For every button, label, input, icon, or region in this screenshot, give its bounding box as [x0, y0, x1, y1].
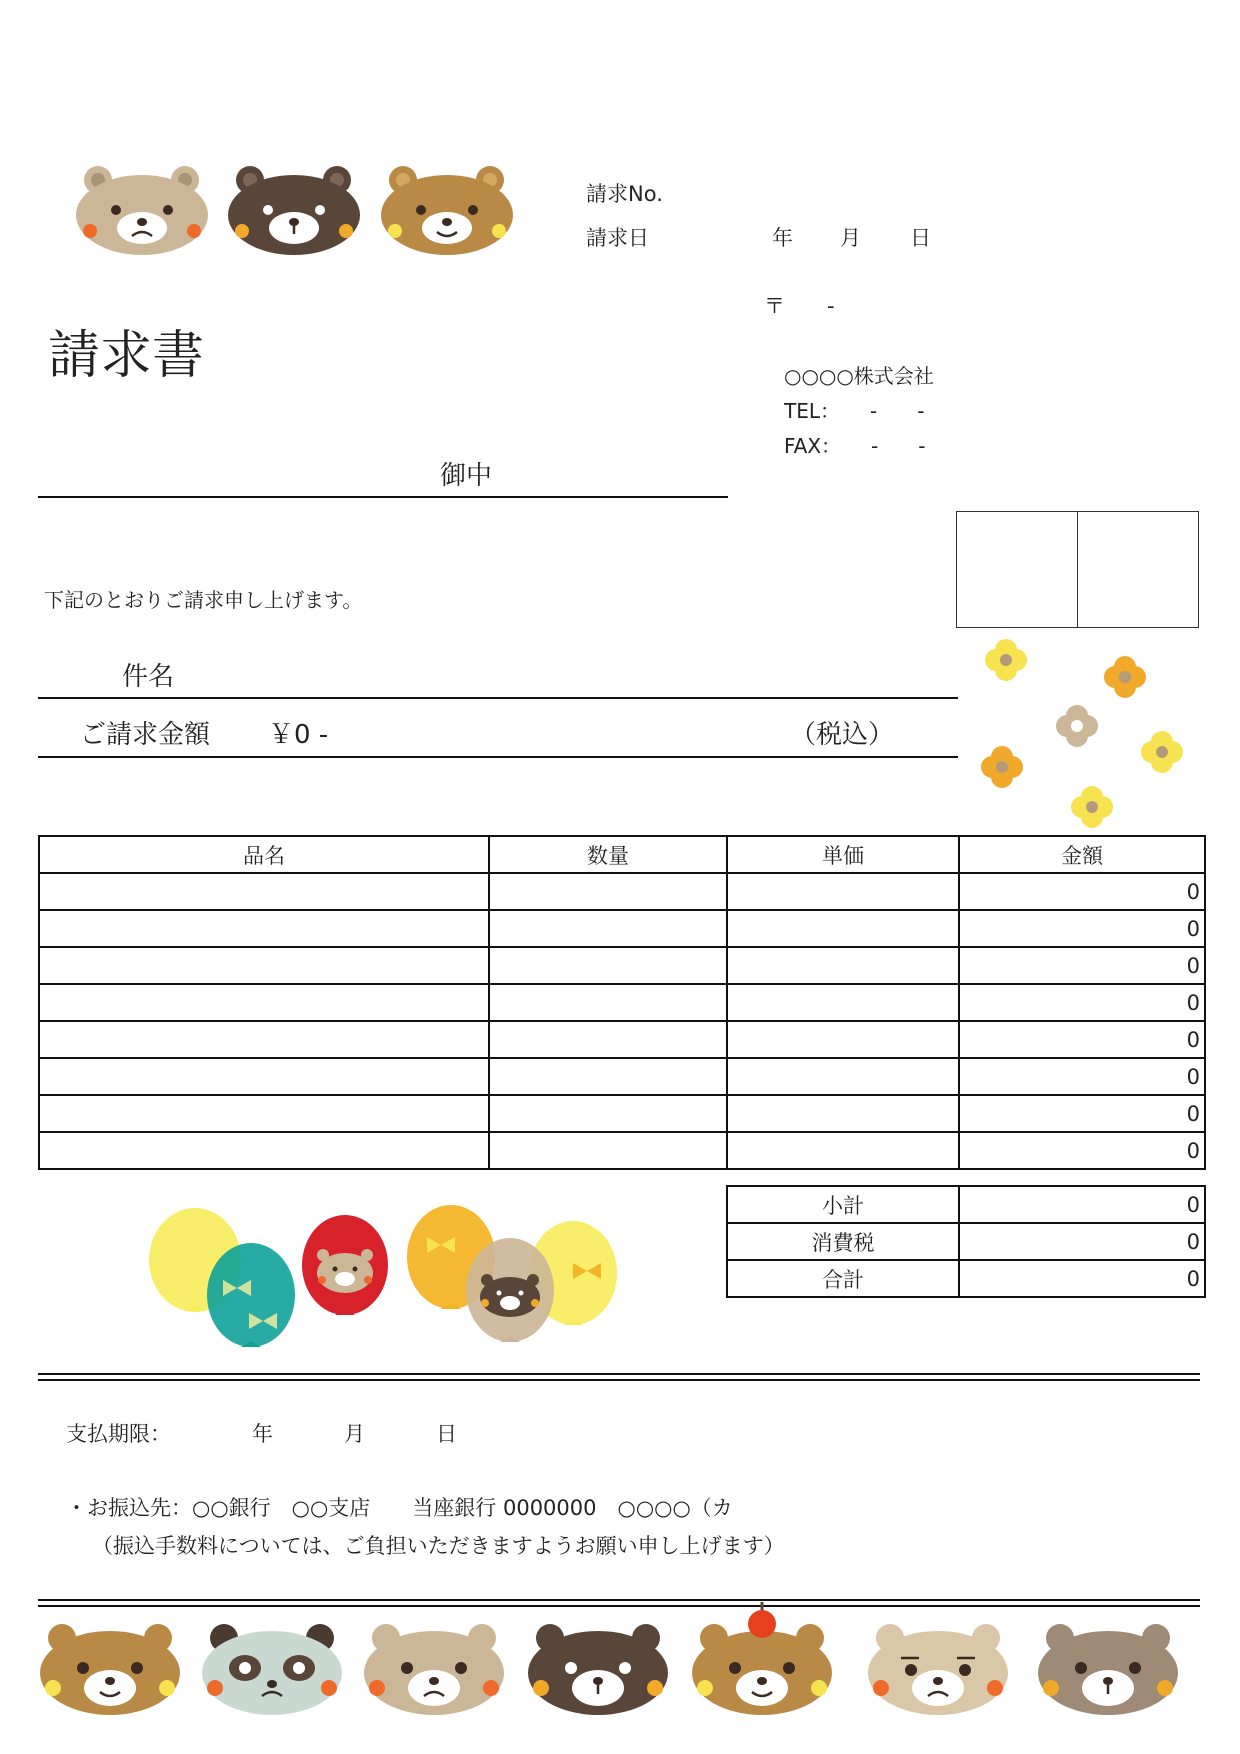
page-title: 請求書 — [48, 326, 205, 386]
cell-amount: 0 — [959, 947, 1205, 984]
cell-price[interactable] — [727, 984, 959, 1021]
balloon-icon — [466, 1238, 554, 1342]
flower-icon — [1141, 731, 1183, 773]
table-row — [39, 873, 1205, 910]
amount-label: ご請求金額 — [80, 720, 211, 750]
cell-price[interactable] — [727, 1021, 959, 1058]
cell-qty[interactable] — [489, 1021, 727, 1058]
balloon-icon — [207, 1243, 295, 1347]
subtotal-row — [727, 1186, 1205, 1223]
cell-amount: 0 — [959, 873, 1205, 910]
cell-item[interactable] — [39, 1058, 489, 1095]
bear-icon — [381, 166, 513, 255]
sender-tel: TEL： - - — [784, 399, 925, 423]
bear-icon — [868, 1624, 1008, 1715]
subject-underline — [38, 697, 958, 699]
tax-note: （税込） — [790, 720, 895, 750]
flower-icon — [985, 639, 1027, 681]
cell-item[interactable] — [39, 1132, 489, 1169]
payment-deadline-label: 支払期限： — [66, 1422, 171, 1446]
recipient-suffix: 御中 — [440, 461, 493, 491]
separator-line — [38, 1379, 1200, 1381]
table-row — [39, 1058, 1205, 1095]
total-row — [727, 1260, 1205, 1297]
total-value: 0 — [959, 1260, 1205, 1297]
recipient-underline — [38, 496, 728, 498]
cell-item[interactable] — [39, 1021, 489, 1058]
flower-icon — [981, 746, 1023, 788]
cell-qty[interactable] — [489, 1058, 727, 1095]
invoice-date-label: 請求日 — [586, 226, 649, 250]
subject-label: 件名 — [122, 662, 175, 692]
sender-postal: 〒 - — [764, 294, 835, 318]
separator-line — [38, 1373, 1200, 1375]
cell-qty[interactable] — [489, 947, 727, 984]
payment-deadline-day: 日 — [436, 1422, 457, 1446]
balloons-illustration — [145, 1205, 625, 1365]
table-row — [39, 1021, 1205, 1058]
bear-icon — [40, 1624, 180, 1715]
totals-table — [726, 1185, 1206, 1298]
table-row — [39, 984, 1205, 1021]
cell-qty[interactable] — [489, 873, 727, 910]
cell-qty[interactable] — [489, 910, 727, 947]
cell-item[interactable] — [39, 873, 489, 910]
cell-amount: 0 — [959, 984, 1205, 1021]
bear-icon — [364, 1624, 504, 1715]
flower-icon — [1056, 705, 1098, 747]
panda-icon — [202, 1624, 342, 1715]
table-row — [39, 910, 1205, 947]
cell-item[interactable] — [39, 947, 489, 984]
payment-deadline-year: 年 — [252, 1422, 273, 1446]
table-row — [39, 1095, 1205, 1132]
subtotal-value: 0 — [959, 1186, 1205, 1223]
cell-item[interactable] — [39, 984, 489, 1021]
payment-deadline-month: 月 — [344, 1422, 365, 1446]
table-header-row — [39, 836, 1205, 873]
cell-price[interactable] — [727, 947, 959, 984]
flower-icon — [1104, 656, 1146, 698]
cell-amount: 0 — [959, 1132, 1205, 1169]
bear-with-apple-icon — [692, 1602, 832, 1715]
cell-price[interactable] — [727, 1095, 959, 1132]
bear-icon — [228, 166, 360, 255]
sender-company: ○○○○株式会社 — [784, 364, 934, 388]
table-row — [39, 947, 1205, 984]
top-bears-illustration — [70, 160, 520, 260]
intro-text: 下記のとおりご請求申し上げます。 — [44, 588, 363, 612]
column-header-item: 品名 — [39, 836, 489, 873]
column-header-qty: 数量 — [489, 836, 727, 873]
balloon-icon — [302, 1215, 388, 1315]
cell-item[interactable] — [39, 910, 489, 947]
bank-info: ・お振込先：○○銀行 ○○支店 当座銀行 0000000 ○○○○（カ — [66, 1496, 733, 1520]
cell-amount: 0 — [959, 1058, 1205, 1095]
cell-price[interactable] — [727, 1132, 959, 1169]
table-row — [39, 1132, 1205, 1169]
column-header-price: 単価 — [727, 836, 959, 873]
cell-amount: 0 — [959, 1095, 1205, 1132]
flower-icon — [1071, 786, 1113, 828]
amount-value: ￥0 - — [268, 720, 329, 750]
cell-price[interactable] — [727, 1058, 959, 1095]
fee-note: （振込手数料については、ご負担いただきますようお願い申し上げます） — [92, 1534, 785, 1558]
stamp-box — [956, 511, 1078, 628]
total-label: 合計 — [727, 1260, 959, 1297]
bear-icon — [76, 166, 208, 255]
bear-icon — [528, 1624, 668, 1715]
cell-qty[interactable] — [489, 984, 727, 1021]
cell-price[interactable] — [727, 910, 959, 947]
tax-value: 0 — [959, 1223, 1205, 1260]
cell-qty[interactable] — [489, 1095, 727, 1132]
flowers-illustration — [970, 635, 1190, 835]
invoice-date-month: 月 — [840, 226, 861, 250]
tax-label: 消費税 — [727, 1223, 959, 1260]
invoice-date-year: 年 — [772, 226, 793, 250]
items-table — [38, 835, 1206, 1170]
cell-amount: 0 — [959, 1021, 1205, 1058]
cell-item[interactable] — [39, 1095, 489, 1132]
bottom-bears-illustration — [38, 1600, 1202, 1720]
invoice-date-day: 日 — [910, 226, 931, 250]
sender-fax: FAX： - - — [784, 434, 926, 458]
cell-price[interactable] — [727, 873, 959, 910]
stamp-box — [1077, 511, 1199, 628]
cell-amount: 0 — [959, 910, 1205, 947]
tax-row — [727, 1223, 1205, 1260]
amount-underline — [38, 756, 958, 758]
subtotal-label: 小計 — [727, 1186, 959, 1223]
cell-qty[interactable] — [489, 1132, 727, 1169]
invoice-no-label: 請求No. — [586, 182, 663, 206]
column-header-amount: 金額 — [959, 836, 1205, 873]
bear-icon — [1038, 1624, 1178, 1715]
